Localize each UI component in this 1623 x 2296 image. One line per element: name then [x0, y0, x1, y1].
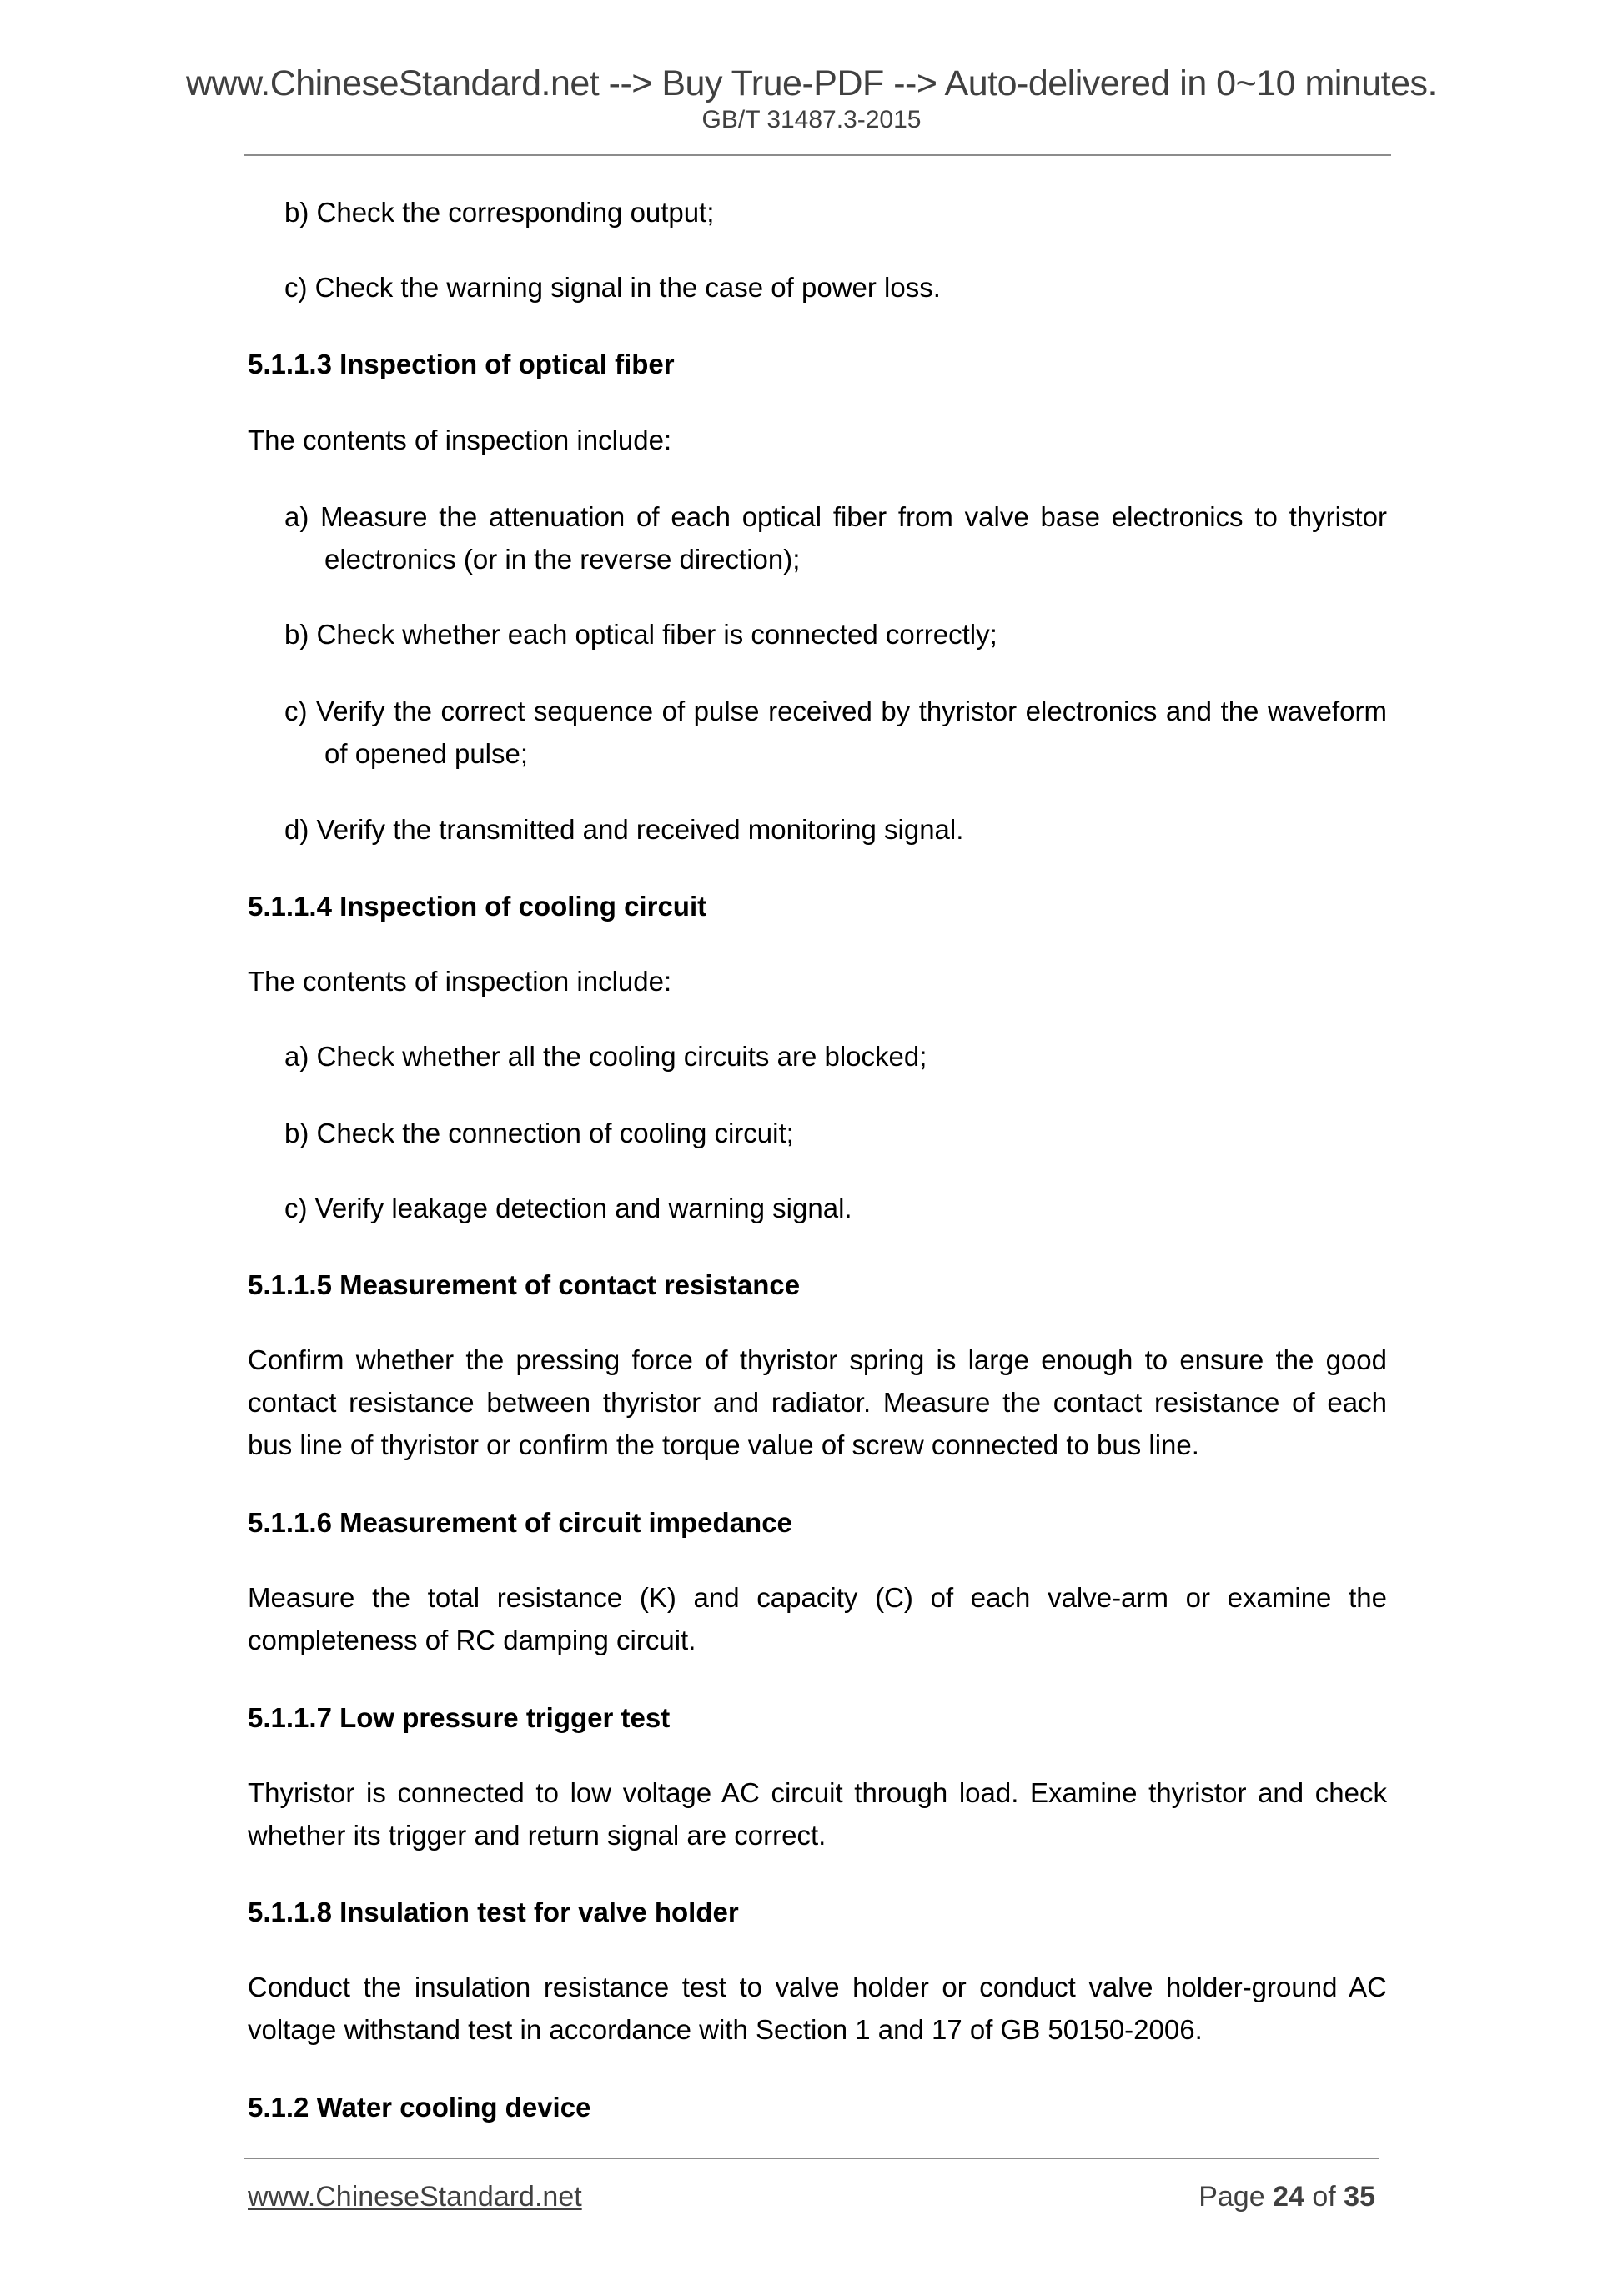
paragraph: The contents of inspection include:: [248, 966, 672, 997]
paragraph: Conduct the insulation resistance test to valve holder or conduct valve holder-ground AC voltage withstand test in accordance with Section 1 and 17 of GB 50150-2006.: [248, 1972, 1387, 2045]
header-divider: [244, 154, 1391, 156]
paragraph: Measure the total resistance (K) and capacity (C) of each valve-arm or examine the completeness of RC damping circuit.: [248, 1582, 1387, 1655]
list-item: a) Measure the attenuation of each optical fiber from valve base electronics to thyristor electronics (or in the reverse direction);: [284, 501, 1387, 575]
standard-number: GB/T 31487.3-2015: [701, 106, 922, 133]
page-of: of: [1312, 2181, 1336, 2213]
section-heading: 5.1.1.8 Insulation test for valve holder: [248, 1897, 739, 1927]
paragraph: Thyristor is connected to low voltage AC circuit through load. Examine thyristor and check whether its trigger and return signal are correct.: [248, 1777, 1387, 1851]
list-item: c) Check the warning signal in the case of power loss.: [284, 272, 941, 303]
list-item: b) Check whether each optical fiber is connected correctly;: [284, 619, 997, 650]
page-current: 24: [1273, 2181, 1304, 2213]
page-total: 35: [1344, 2181, 1375, 2213]
footer-divider: [244, 2158, 1379, 2159]
list-item: b) Check the connection of cooling circuit;: [284, 1118, 794, 1148]
section-heading: 5.1.1.6 Measurement of circuit impedance: [248, 1507, 792, 1538]
list-item: c) Verify the correct sequence of pulse received by thyristor electronics and the waveform of opened pulse;: [284, 696, 1387, 769]
list-item: a) Check whether all the cooling circuits are blocked;: [284, 1041, 927, 1072]
list-item: d) Verify the transmitted and received monitoring signal.: [284, 814, 964, 845]
header-banner: www.ChineseStandard.net --> Buy True-PDF --> Auto-delivered in 0~10 minutes.: [185, 63, 1437, 103]
page-number: [1198, 2178, 1375, 2215]
section-heading: 5.1.1.7 Low pressure trigger test: [248, 1702, 671, 1733]
section-heading: 5.1.1.3 Inspection of optical fiber: [248, 349, 675, 379]
list-item: b) Check the corresponding output;: [284, 197, 715, 228]
page-prefix: Page: [1198, 2181, 1265, 2213]
paragraph: Confirm whether the pressing force of thyristor spring is large enough to ensure the good contact resistance between thyristor and radiator. Measure the contact resistance of each bus line of thyristor or confirm the torque value of screw connected to bus line.: [248, 1344, 1387, 1460]
paragraph: The contents of inspection include:: [248, 425, 672, 455]
section-heading: 5.1.2 Water cooling device: [248, 2092, 591, 2123]
section-heading: 5.1.1.4 Inspection of cooling circuit: [248, 891, 707, 922]
section-heading: 5.1.1.5 Measurement of contact resistance: [248, 1269, 801, 1300]
list-item: c) Verify leakage detection and warning signal.: [284, 1193, 852, 1223]
footer-website-link[interactable]: www.ChineseStandard.net: [248, 2181, 582, 2213]
